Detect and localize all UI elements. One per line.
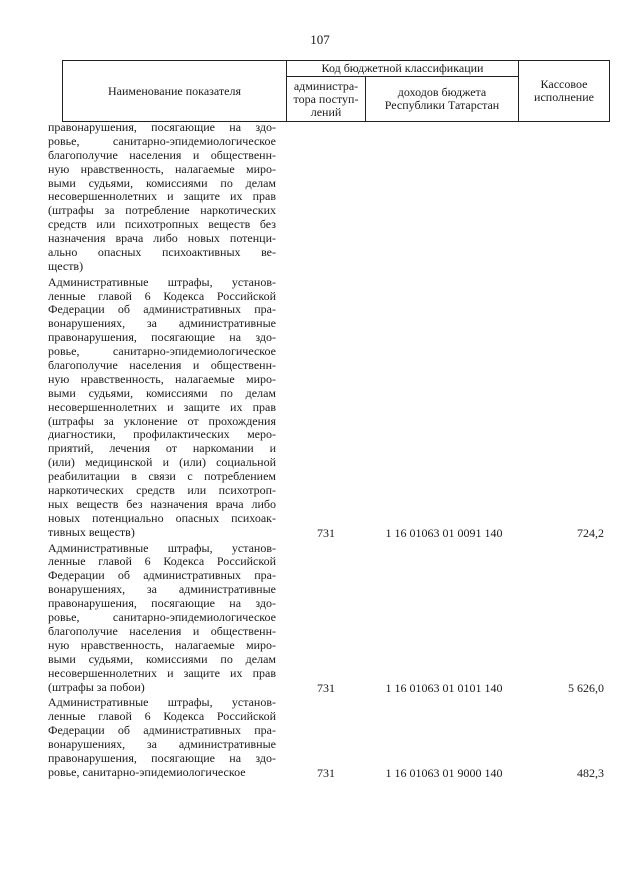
row-income-code: 1 16 01063 01 0101 140 xyxy=(385,680,503,695)
row-text-line: вонарушениях, за административные xyxy=(48,316,276,331)
header-name-column: Наименование показателя xyxy=(108,83,241,98)
row-text-line: новых потенциально опасных психоак- xyxy=(48,510,276,525)
header-income-column: доходов бюджета Республики Татарстан xyxy=(384,85,500,112)
table-row-name xyxy=(48,276,276,540)
table-row-name xyxy=(48,121,276,274)
row-text-line: вонарушениях, за административные xyxy=(48,736,276,751)
row-text-line: правонарушения, посягающие на здо- xyxy=(48,596,276,611)
row-text-line: правонарушения, посягающие на здо- xyxy=(48,120,276,134)
row-text-line: благополучие населения и общественн- xyxy=(48,147,276,162)
row-text-line: Федерации об административных пра- xyxy=(48,568,276,583)
row-text-line: тивных веществ) xyxy=(48,524,135,539)
row-text-line: Административные штрафы, установ- xyxy=(48,274,276,289)
page-number: 107 xyxy=(310,32,330,47)
row-text-line: правонарушения, посягающие на здо- xyxy=(48,330,276,345)
row-text-line: ровье, санитарно-эпидемиологическое xyxy=(48,133,276,148)
row-text-line: (или) медицинской и (или) социальной xyxy=(48,455,276,470)
row-income-code: 1 16 01063 01 0091 140 xyxy=(385,525,503,540)
row-text-line: ществ) xyxy=(48,258,84,273)
row-amount: 5 626,0 xyxy=(568,680,604,695)
row-text-line: средств или психотропных веществ без xyxy=(48,217,276,232)
row-text-line: (штрафы за уклонение от прохождения xyxy=(48,413,276,428)
row-text-line: реабилитации в связи с потреблением xyxy=(48,469,276,484)
row-text-line: ровье, санитарно-эпидемиологическое xyxy=(48,344,276,359)
row-text-line: ленные главой 6 Кодекса Российской xyxy=(48,554,276,569)
row-admin-code: 731 xyxy=(317,680,335,695)
row-text-line: ленные главой 6 Кодекса Российской xyxy=(48,709,276,724)
row-text-line: выми судьями, комиссиями по делам xyxy=(48,651,276,666)
row-text-line: Административные штрафы, установ- xyxy=(48,540,276,555)
row-text-line: вонарушениях, за административные xyxy=(48,582,276,597)
row-text-line: наркотических средств или психотроп- xyxy=(48,483,276,498)
row-text-line: правонарушения, посягающие на здо- xyxy=(48,750,276,765)
row-text-line: ную нравственность, налагаемые миро- xyxy=(48,637,276,652)
row-text-line: выми судьями, комиссиями по делам xyxy=(48,385,276,400)
row-text-line: выми судьями, комиссиями по делам xyxy=(48,175,276,190)
row-text-line: несовершеннолетних и защите их прав xyxy=(48,665,276,680)
row-amount: 482,3 xyxy=(577,765,604,780)
row-text-line: Федерации об административных пра- xyxy=(48,723,276,738)
row-admin-code: 731 xyxy=(317,525,335,540)
header-code-group: Код бюджетной классификации xyxy=(321,61,484,75)
row-text-line: ных веществ без назначения врача либо xyxy=(48,496,276,511)
row-text-line: ную нравственность, налагаемые миро- xyxy=(48,371,276,386)
row-text-line: ровье, санитарно-эпидемиологическое xyxy=(48,610,276,625)
row-text-line: ровье, санитарно-эпидемиологическое xyxy=(48,764,246,779)
table-row-name xyxy=(48,696,276,779)
row-text-line: благополучие населения и общественн- xyxy=(48,623,276,638)
row-text-line: (штрафы за побои) xyxy=(48,679,145,694)
row-admin-code: 731 xyxy=(317,765,335,780)
row-text-line: ленные главой 6 Кодекса Российской xyxy=(48,288,276,303)
row-income-code: 1 16 01063 01 9000 140 xyxy=(385,765,503,780)
row-amount: 724,2 xyxy=(577,525,604,540)
row-text-line: несовершеннолетних и защите их прав xyxy=(48,399,276,414)
row-text-line: ную нравственность, налагаемые миро- xyxy=(48,161,276,176)
row-text-line: Федерации об административных пра- xyxy=(48,302,276,317)
header-execution-column: Кассовое исполнение xyxy=(534,77,594,104)
row-text-line: (штрафы за потребление наркотических xyxy=(48,203,276,218)
row-text-line: ально опасных психоактивных ве- xyxy=(48,245,276,260)
row-text-line: несовершеннолетних и защите их прав xyxy=(48,189,276,204)
row-text-line: благополучие населения и общественн- xyxy=(48,358,276,373)
table-row-name xyxy=(48,542,276,695)
header-admin-column: администра- тора поступ- лений xyxy=(293,78,359,119)
row-text-line: диагностики, профилактических меро- xyxy=(48,427,276,442)
row-text-line: приятий, лечения от наркомании и xyxy=(48,441,276,456)
row-text-line: Административные штрафы, установ- xyxy=(48,695,276,710)
row-text-line: назначения врача либо новых потенци- xyxy=(48,231,276,246)
